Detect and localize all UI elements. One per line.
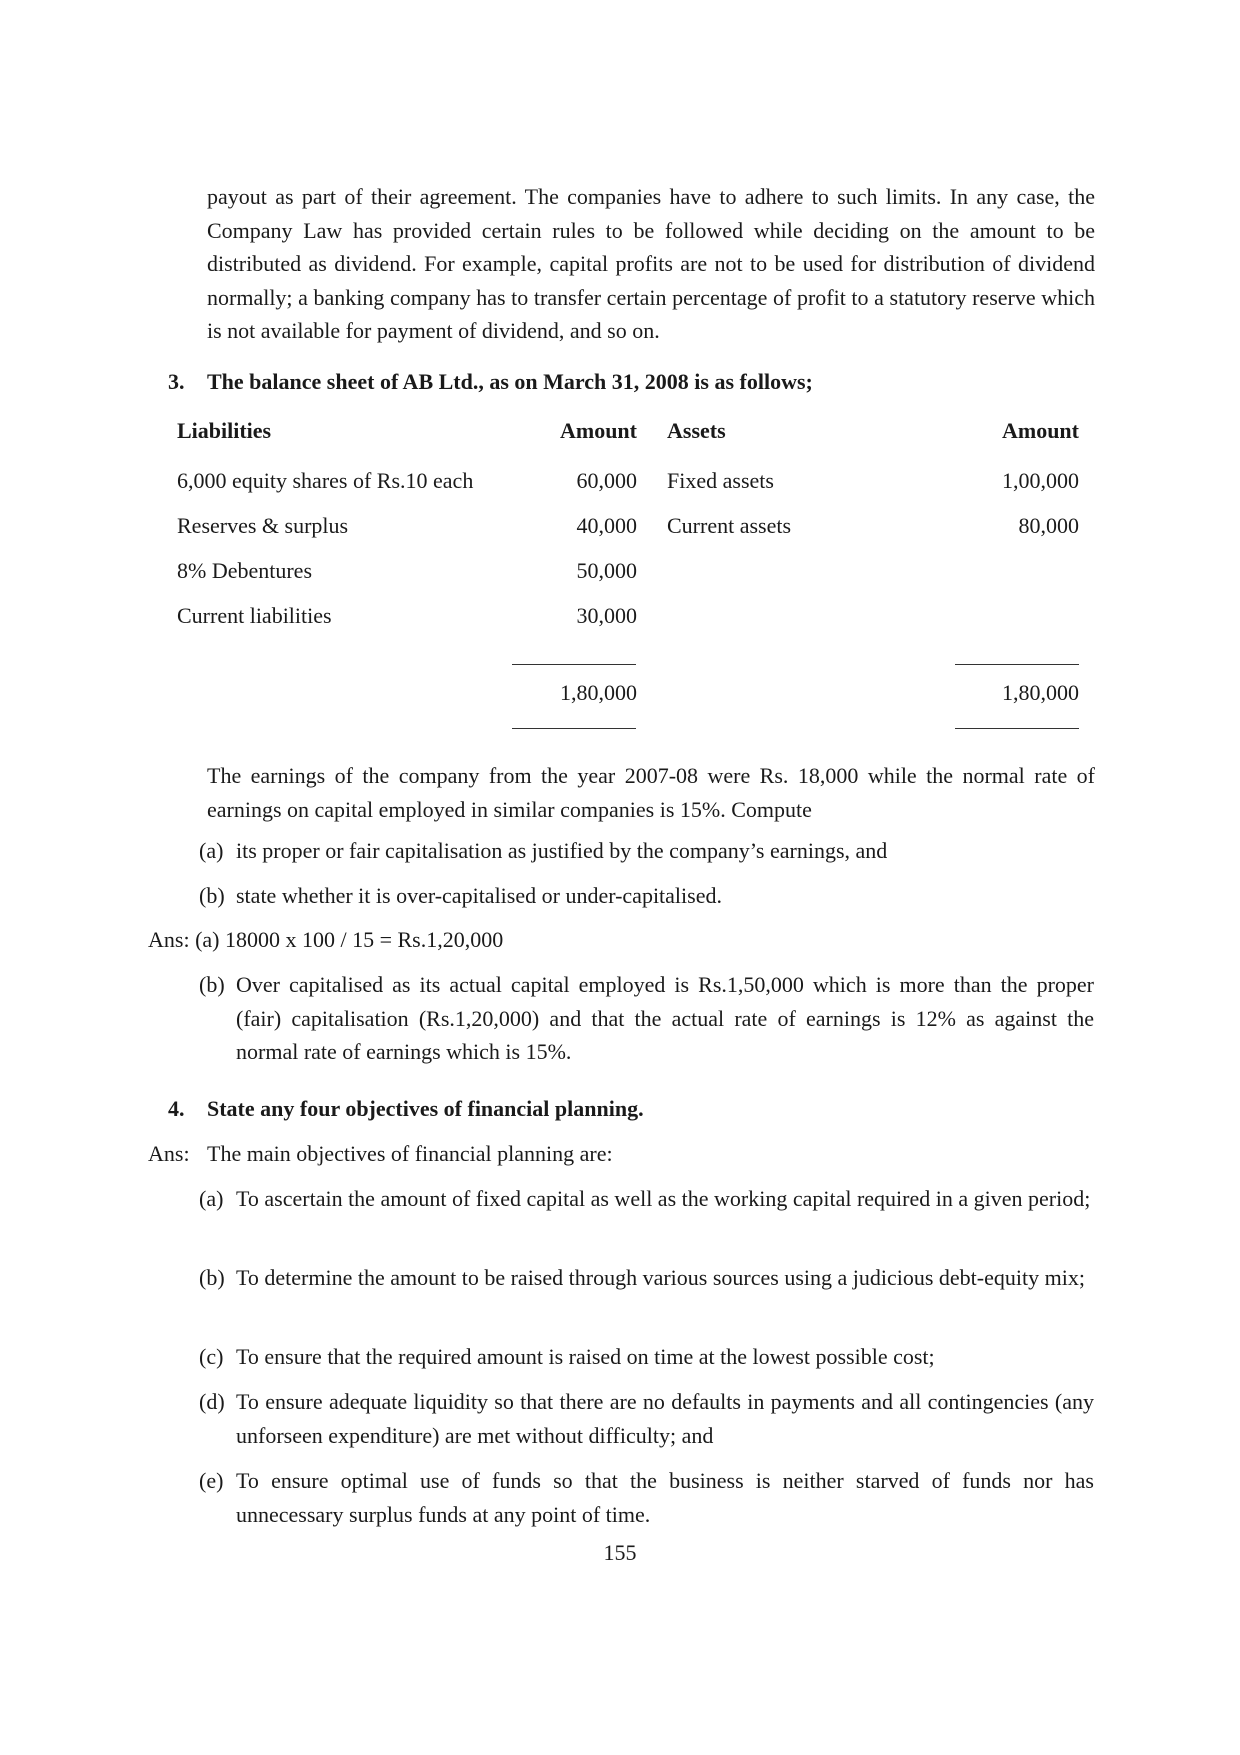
item-text: To ensure adequate liquidity so that there are no defaults in payments and all contingencies (any unforseen expenditure) are met without difficulty; and (236, 1389, 1094, 1448)
column-header-amount: Amount (1001, 418, 1079, 443)
item-text: To determine the amount to be raised through various sources using a judicious debt-equity mix; (236, 1265, 1085, 1290)
total-rule (512, 728, 636, 729)
liability-amount-cell: 40,000 (576, 513, 637, 538)
item-text: To ensure that the required amount is raised on time at the lowest possible cost; (236, 1344, 935, 1369)
item-label: (b) (199, 883, 225, 908)
intro-paragraph: payout as part of their agreement. The companies have to adhere to such limits. In any case, the Company Law has provided certain rules to be followed while deciding on the amount to be distributed as dividend. For example, capital profits are not to be used for distribution of dividend normally; a banking company has to transfer certain percentage of profit to a statutory reserve which is not available for payment of dividend, and so on. (207, 184, 1095, 343)
page-number: 155 (603, 1540, 637, 1565)
item-label: (d) (199, 1389, 225, 1414)
item-label: (a) (199, 838, 224, 863)
item-label: (b) (199, 1265, 225, 1290)
liability-cell: Current liabilities (177, 603, 332, 628)
item-text: state whether it is over-capitalised or under-capitalised. (236, 883, 722, 908)
liability-amount-cell: 30,000 (576, 603, 637, 628)
asset-cell: Current assets (667, 513, 792, 538)
column-header-assets: Assets (667, 418, 726, 443)
item-text: Over capitalised as its actual capital employed is Rs.1,50,000 which is more than the proper (fair) capitalisation (Rs.1,20,000) and that the actual rate of earnings is 12% as against the normal rate of earnings which is 15%. (236, 972, 1094, 1064)
item-label: (a) (199, 1186, 224, 1211)
liability-cell: 8% Debentures (177, 558, 313, 583)
answer-label-text: Ans: (148, 927, 190, 952)
liability-cell: Reserves & surplus (177, 513, 349, 538)
earnings-paragraph: The earnings of the company from the year 2007-08 were Rs. 18,000 while the normal rate of earnings on capital employed in similar companies is 15%. Compute (207, 763, 1095, 822)
answer-label: Ans: (148, 1141, 190, 1166)
answer-a-line: (a) 18000 x 100 / 15 = Rs.1,20,000 (195, 927, 504, 952)
item-text: its proper or fair capitalisation as justified by the company’s earnings, and (236, 838, 888, 863)
total-rule (955, 728, 1079, 729)
subtotal-rule (512, 664, 636, 665)
answer-label (148, 923, 503, 956)
total-liabilities: 1,80,000 (560, 680, 637, 705)
question-text: State any four objectives of financial planning. (207, 1096, 644, 1121)
asset-cell: Fixed assets (667, 468, 774, 493)
liability-amount-cell: 50,000 (576, 558, 637, 583)
asset-amount-cell: 80,000 (1018, 513, 1079, 538)
subtotal-rule (955, 664, 1079, 665)
question-number: 3. (168, 369, 185, 394)
item-label: (c) (199, 1344, 224, 1369)
liability-amount-cell: 60,000 (576, 468, 637, 493)
item-label: (b) (199, 972, 225, 997)
column-header-amount: Amount (559, 418, 637, 443)
column-header-liabilities: Liabilities (177, 418, 272, 443)
item-text: To ensure optimal use of funds so that the business is neither starved of funds nor has unnecessary surplus funds at any point of time. (236, 1468, 1094, 1527)
answer-intro: The main objectives of financial planning are: (207, 1141, 613, 1166)
question-number: 4. (168, 1096, 185, 1121)
total-assets: 1,80,000 (1002, 680, 1079, 705)
question-text: The balance sheet of AB Ltd., as on March 31, 2008 is as follows; (207, 369, 813, 394)
item-label: (e) (199, 1468, 224, 1493)
liability-cell: 6,000 equity shares of Rs.10 each (177, 468, 474, 493)
item-text: To ascertain the amount of fixed capital as well as the working capital required in a given period; (236, 1186, 1091, 1211)
asset-amount-cell: 1,00,000 (1002, 468, 1079, 493)
